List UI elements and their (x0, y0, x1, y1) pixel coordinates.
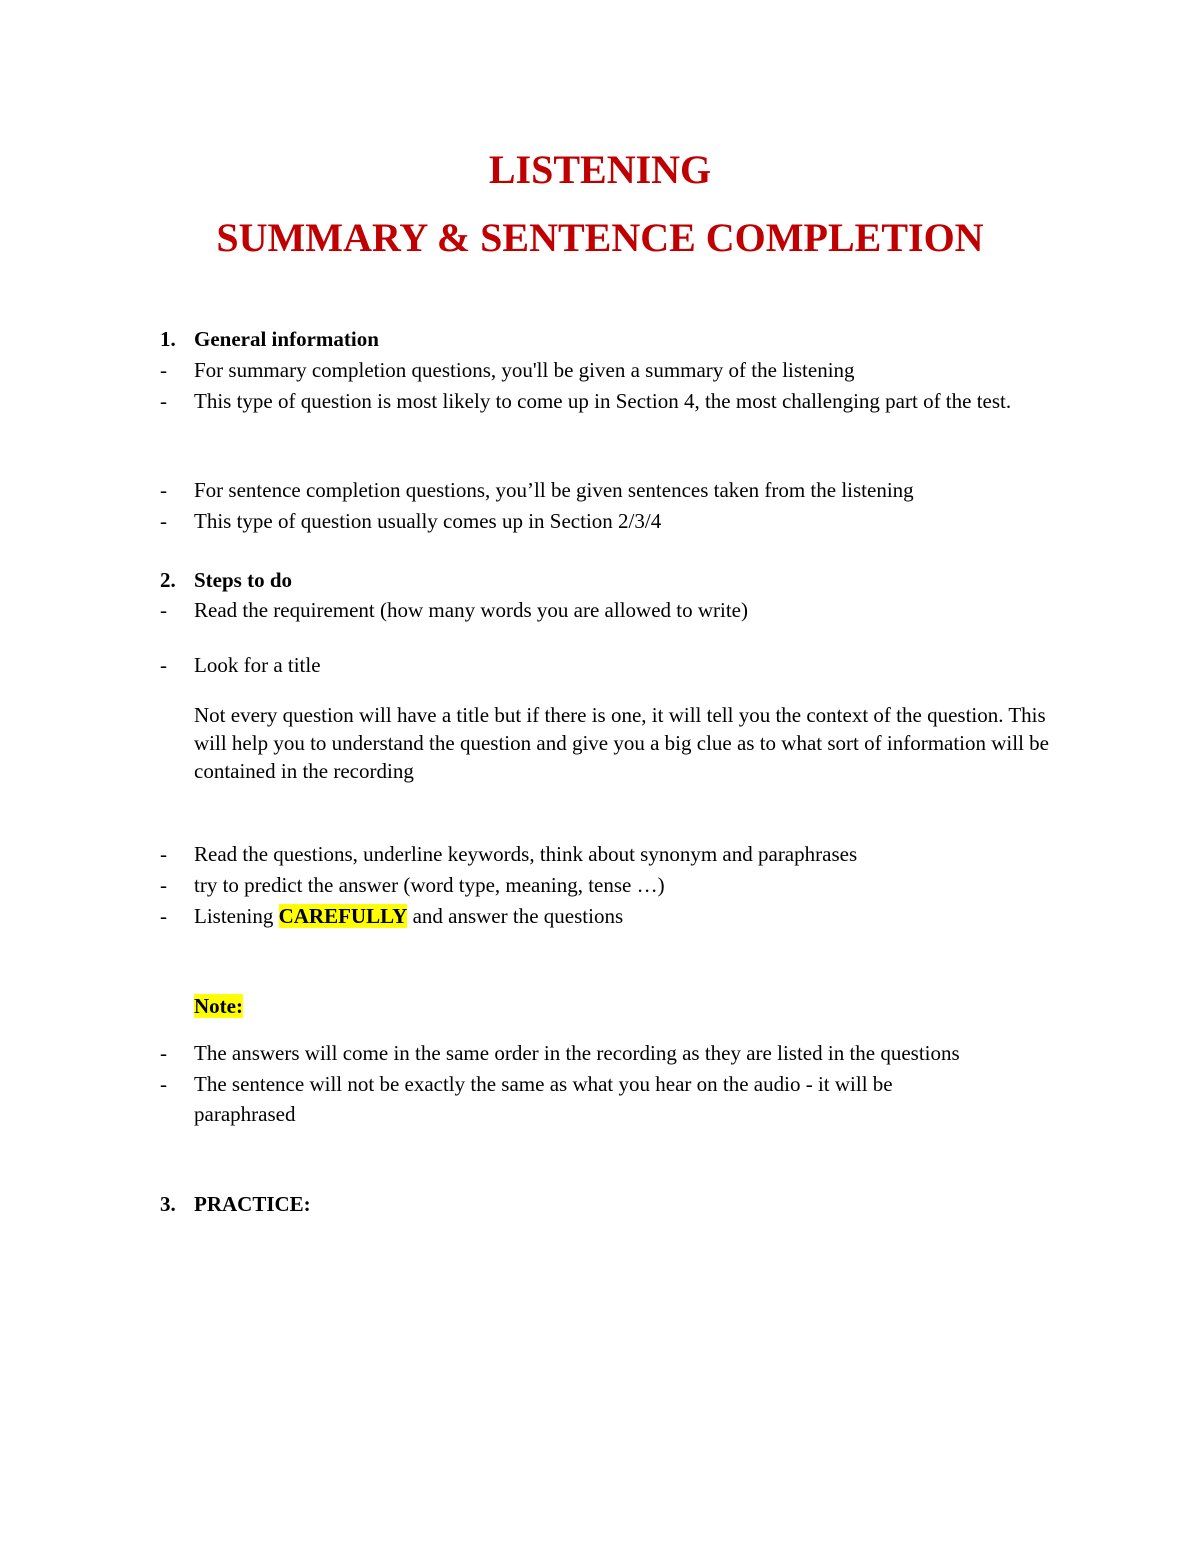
document-subtitle: SUMMARY & SENTENCE COMPLETION (216, 215, 984, 260)
section-heading-general: General information (194, 327, 379, 351)
note-bullet-1: The answers will come in the same order in the recording as they are listed in the questions (194, 1041, 960, 1065)
general-bullet-2: This type of question is most likely to come up in Section 4, the most challenging part of the test. (194, 389, 1012, 413)
general-bullet-4: This type of question usually comes up in Section 2/3/4 (194, 509, 662, 533)
title-note-paragraph: Not every question will have a title but if there is one, it will tell you the context of the question. This will help you to understand the question and give you a big clue as to what sort of information will be contained in the recording (194, 703, 1050, 783)
bullet-marker: - (160, 509, 167, 533)
bullet-marker: - (160, 653, 167, 677)
bullet-marker: - (160, 1041, 167, 1065)
steps-bullet-5 (194, 901, 623, 931)
bullet-marker: - (160, 873, 167, 897)
section-number-general: 1. (160, 327, 176, 351)
bullet-marker: - (160, 358, 167, 382)
steps-bullet-2: Look for a title (194, 653, 321, 677)
section-number-steps: 2. (160, 568, 176, 592)
bullet-marker: - (160, 904, 167, 928)
general-bullet-1: For summary completion questions, you'll be given a summary of the listening (194, 358, 855, 382)
document-title: LISTENING (488, 147, 712, 192)
listening-text-after: and answer the questions (412, 904, 624, 928)
bullet-marker: - (160, 478, 167, 502)
carefully-highlight: CAREFULLY (278, 904, 408, 928)
section-number-practice: 3. (160, 1192, 176, 1216)
section-heading-practice: PRACTICE: (194, 1192, 311, 1216)
steps-bullet-4: try to predict the answer (word type, meaning, tense …) (194, 873, 665, 897)
bullet-marker: - (160, 598, 167, 622)
steps-bullet-1: Read the requirement (how many words you are allowed to write) (194, 598, 748, 622)
listening-text-before: Listening (194, 904, 274, 928)
note-label (194, 991, 243, 1021)
bullet-marker: - (160, 389, 167, 413)
bullet-marker: - (160, 1072, 167, 1096)
steps-bullet-3: Read the questions, underline keywords, think about synonym and paraphrases (194, 842, 858, 866)
note-bullet-2: The sentence will not be exactly the same as what you hear on the audio - it will be paraphrased (194, 1072, 893, 1126)
general-bullet-3: For sentence completion questions, you’ll be given sentences taken from the listening (194, 478, 914, 502)
bullet-marker: - (160, 842, 167, 866)
section-heading-steps: Steps to do (194, 568, 293, 592)
note-label-text: Note: (194, 994, 243, 1018)
